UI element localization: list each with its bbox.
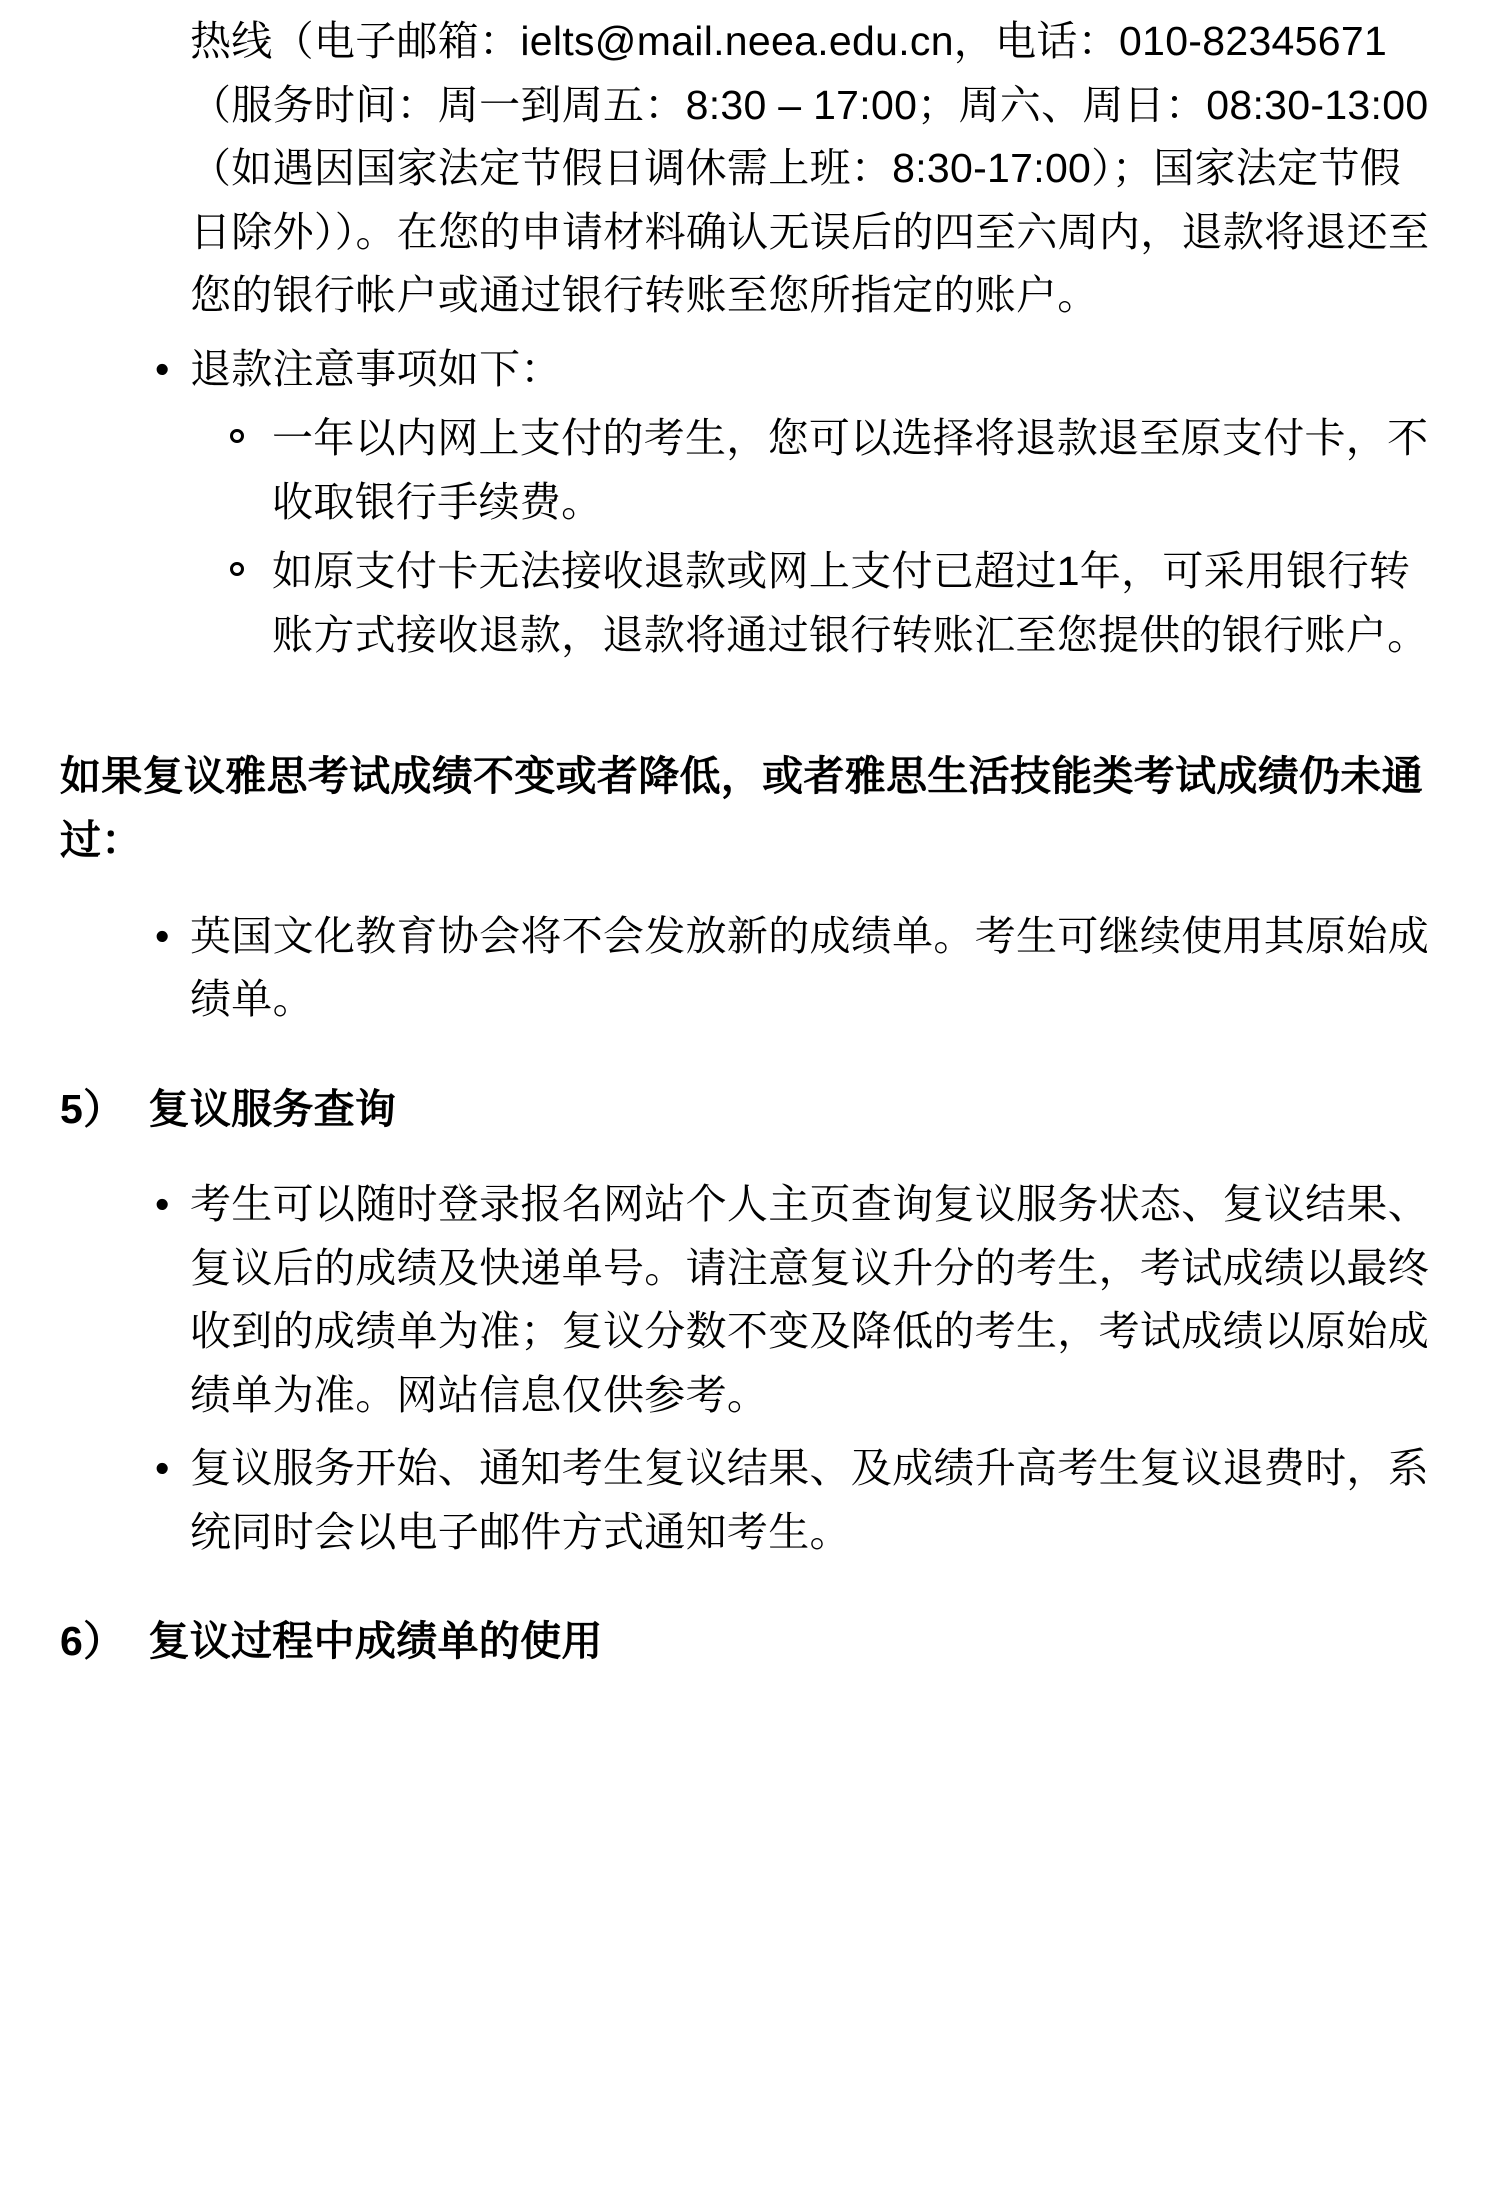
refund-note-text: 如原支付卡无法接收退款或网上支付已超过1年，可采用银行转账方式接收退款，退款将通过银行转账汇至您提供的银行账户。: [272, 548, 1429, 658]
section-5-title: 复议服务查询: [148, 1085, 397, 1132]
spacer: [60, 1141, 1441, 1163]
hollow-bullet-icon: [230, 562, 244, 576]
continued-paragraph: 热线（电子邮箱：ielts@mail.neea.edu.cn，电话：010-82345671（服务时间：周一到周五：8:30 – 17:00；周六、周日：08:30-13:00（如遇因国家法定节假日调休需上班：8:30-17:00）；国家法定节假日除外））。在您的申请材料确认无误后的四至六周内，退款将退还至您的银行帐户或通过银行转账至您所指定的账户。: [190, 18, 1430, 319]
bullet-icon: •: [155, 345, 170, 392]
section-5-number: 5）: [60, 1085, 125, 1132]
spacer: [60, 667, 1441, 701]
refund-note-text: 一年以内网上支付的考生，您可以选择将退款退至原支付卡，不收取银行手续费。: [272, 415, 1429, 525]
section-5-heading: [60, 1078, 1441, 1142]
section-6-heading: [60, 1610, 1441, 1674]
unchanged-score-item-text: 英国文化教育协会将不会发放新的成绩单。考生可继续使用其原始成绩单。: [190, 912, 1429, 1023]
refund-notes-sublist: [190, 407, 1441, 667]
list-item: [190, 407, 1441, 534]
section-6-number: 6）: [60, 1618, 125, 1665]
spacer: [60, 873, 1441, 895]
unchanged-score-heading: 如果复议雅思考试成绩不变或者降低，或者雅思生活技能类考试成绩仍未通过：: [60, 753, 1423, 864]
refund-notes-lead: 退款注意事项如下：: [190, 345, 562, 392]
unchanged-score-list: [60, 905, 1441, 1032]
section-5-item-text: 考生可以随时登录报名网站个人主页查询复议服务状态、复议结果、复议后的成绩及快递单号。请注意复议升分的考生，考试成绩以最终收到的成绩单为准；复议分数不变及降低的考生，考试成绩以原始成绩单为准。网站信息仅供参考。: [190, 1181, 1429, 1418]
list-item: [60, 338, 1441, 668]
hollow-bullet-icon: [230, 429, 244, 443]
list-item: [60, 1437, 1441, 1564]
bullet-icon: •: [155, 1181, 170, 1228]
bullet-icon: •: [155, 1445, 170, 1492]
section-6-title: 复议过程中成绩单的使用: [148, 1618, 603, 1665]
refund-notes-list: [60, 338, 1441, 668]
section-5-list: [60, 1173, 1441, 1564]
section-5-item-text: 复议服务开始、通知考生复议结果、及成绩升高考生复议退费时，系统同时会以电子邮件方式通知考生。: [190, 1445, 1429, 1555]
bullet-icon: •: [155, 912, 170, 959]
list-item: [60, 905, 1441, 1032]
list-item: [190, 540, 1441, 667]
list-item: [60, 1173, 1441, 1427]
